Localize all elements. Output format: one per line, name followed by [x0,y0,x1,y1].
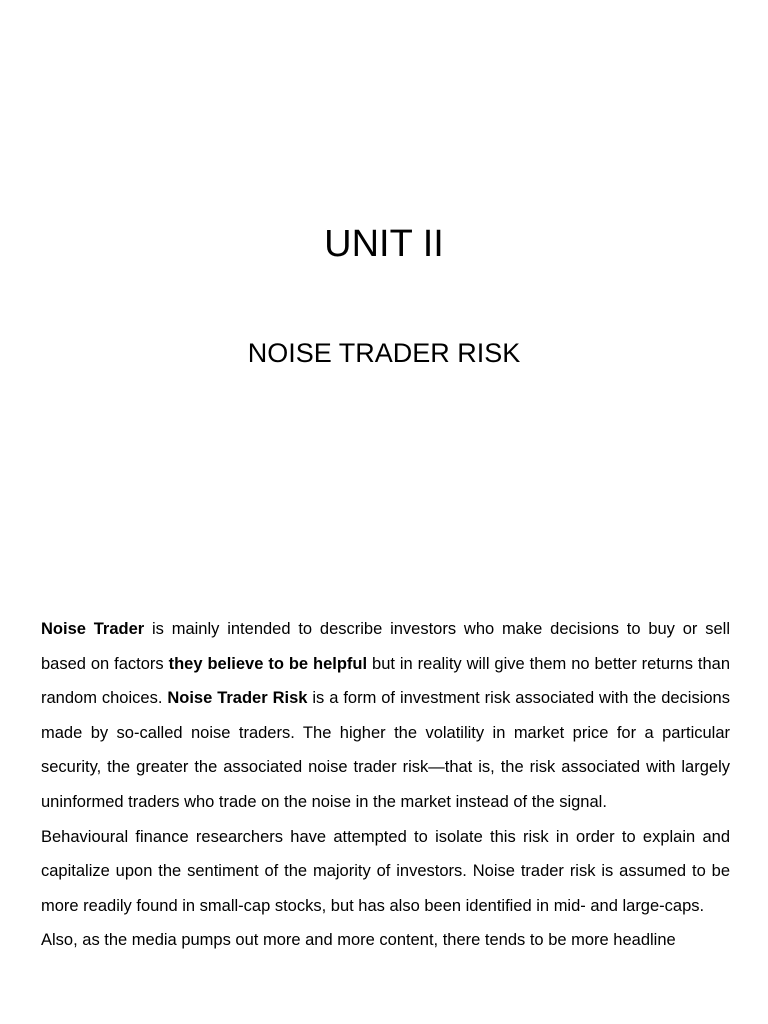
emphasis-believe-helpful: they believe to be helpful [168,654,368,673]
unit-title: UNIT II [324,223,444,265]
term-noise-trader-risk: Noise Trader Risk [167,689,308,708]
paragraph-noise-trader-definition [41,612,730,820]
paragraph-behavioural-finance: Behavioural finance researchers have attempted to isolate this risk in order to explain and capitalize upon the sentiment of the majority of investors. Noise trader risk is assumed to be more readily found in small-cap stocks, but has also been identified in mid- and large-caps. [41,827,730,915]
paragraph1-text-2: but in reality will give them no better returns than random choices. [41,654,731,708]
term-noise-trader: Noise Trader [41,620,145,638]
paragraph1-text-3: is a form of investment risk associated with the decisions made by so-called noise traders. The higher the volatility in market price for a particular security, the greater the associated noise trader risk—that is, the risk associated with largely uninformed traders who trade on the noise in the market instead of the signal. [41,689,730,811]
body-text [41,612,730,958]
paragraph1-text-1: is mainly intended to describe investors who make decisions to buy or sell based on factors [41,620,730,673]
paragraph-media-content: Also, as the media pumps out more and more content, there tends to be more headline [41,931,676,950]
topic-title: NOISE TRADER RISK [247,338,521,368]
